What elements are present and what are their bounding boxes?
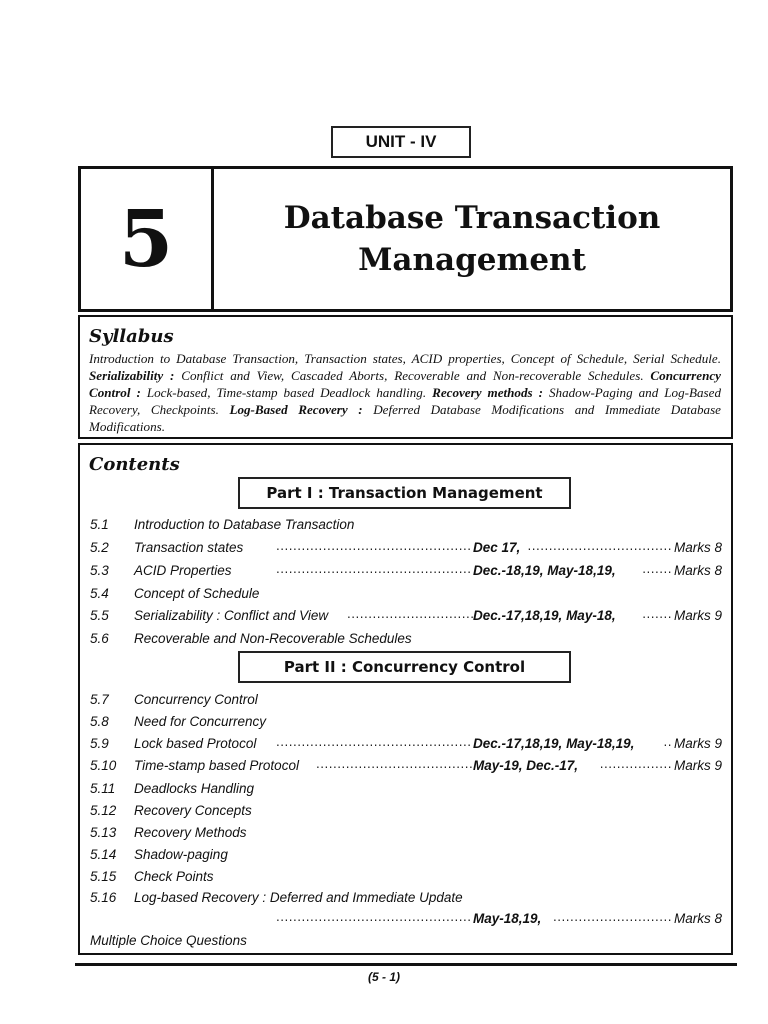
item-leader-dots-2: .. — [663, 734, 672, 749]
item-number: 5.15 — [90, 869, 117, 884]
item-leader-dots-2: .................................. — [527, 538, 672, 553]
item-title: Check Points — [134, 869, 214, 884]
footer-rule — [75, 963, 737, 966]
contents-item — [90, 586, 722, 606]
item-title: Concurrency Control — [134, 692, 258, 707]
syllabus-box — [78, 315, 733, 439]
syllabus-text-part: Introduction to Database Transaction, Transaction states, ACID properties, Concept of Schedule, Serial Schedule. — [89, 351, 721, 366]
chapter-title-line2: Management — [358, 242, 586, 278]
contents-item — [90, 890, 722, 910]
item-number: 5.2 — [90, 540, 109, 555]
syllabus-text-part: Conflict and View, Cascaded Aborts, Recoverable and Non-recoverable Schedules. — [174, 368, 651, 383]
syllabus-keyword: Log-Based Recovery : — [229, 402, 363, 417]
contents-item — [90, 736, 722, 756]
item-number: 5.9 — [90, 736, 109, 751]
syllabus-text-part: Lock-based, Time-stamp based Deadlock handling. — [140, 385, 433, 400]
contents-item — [90, 517, 722, 537]
contents-item — [90, 847, 722, 867]
page-number: (5 - 1) — [367, 970, 400, 984]
syllabus-heading: Syllabus — [89, 326, 174, 347]
item-marks: Marks 8 — [673, 563, 722, 578]
syllabus-text-part: Shadow-Paging and Log-Based Recovery, Checkpoints. — [89, 385, 721, 417]
chapter-title — [214, 169, 730, 309]
syllabus-keyword: Concurrency Control : — [89, 368, 721, 400]
contents-item — [90, 608, 722, 628]
item-number: 5.11 — [90, 781, 116, 796]
contents-item — [90, 758, 722, 778]
item-number: 5.16 — [90, 890, 117, 905]
item-number: 5.14 — [90, 847, 117, 862]
item-title: ACID Properties — [134, 563, 232, 578]
item-marks: Marks 8 — [673, 540, 722, 555]
item-leader-dots: .............................................. — [276, 561, 472, 576]
item-title: Recovery Concepts — [134, 803, 252, 818]
item-number: 5.8 — [90, 714, 109, 729]
item-number: 5.6 — [90, 631, 109, 646]
mcq-label: Multiple Choice Questions — [90, 933, 247, 948]
item-leader-dots-2: ....... — [642, 561, 672, 576]
item-title: Recovery Methods — [134, 825, 247, 840]
item-title: Concept of Schedule — [134, 586, 260, 601]
contents-item — [90, 540, 722, 560]
item-number: 5.10 — [90, 758, 117, 773]
syllabus-keyword: Serializability : — [89, 368, 175, 383]
item-exam-dates: Dec.-17,18,19, May-18, — [473, 608, 616, 623]
contents-item — [90, 692, 722, 712]
item-number: 5.1 — [90, 517, 109, 532]
contents-item — [90, 803, 722, 823]
part-2-heading: Part II : Concurrency Control — [238, 651, 571, 683]
contents-item — [90, 825, 722, 845]
item-leader-dots-2: ............................ — [552, 909, 672, 924]
chapter-title-line1: Database Transaction — [283, 200, 661, 236]
item-exam-dates: May-19, Dec.-17, — [473, 758, 579, 773]
item-number: 5.13 — [90, 825, 117, 840]
contents-item — [90, 869, 722, 889]
item-exam-dates: Dec.-17,18,19, May-18,19, — [473, 736, 635, 751]
item-title: Shadow-paging — [134, 847, 228, 862]
item-title: Introduction to Database Transaction — [134, 517, 355, 532]
item-marks: Marks 8 — [673, 911, 722, 926]
item-title: Time-stamp based Protocol — [134, 758, 299, 773]
item-title: Log-based Recovery : Deferred and Immediate Update — [134, 890, 463, 905]
contents-box — [78, 443, 733, 955]
item-leader-dots: .............................................. — [276, 909, 472, 924]
item-number: 5.5 — [90, 608, 109, 623]
item-leader-dots: .............................. — [347, 606, 475, 621]
item-exam-dates: Dec 17, — [473, 540, 521, 555]
item-leader-dots-2: ................. — [599, 756, 672, 771]
contents-heading: Contents — [89, 454, 180, 475]
item-number: 5.12 — [90, 803, 117, 818]
item-exam-dates: May-18,19, — [473, 911, 542, 926]
item-title: Need for Concurrency — [134, 714, 267, 729]
item-number: 5.4 — [90, 586, 109, 601]
contents-item — [90, 714, 722, 734]
contents-item — [90, 563, 722, 583]
contents-item — [90, 911, 722, 931]
item-title: Recoverable and Non-Recoverable Schedules — [134, 631, 412, 646]
contents-item — [90, 781, 722, 801]
item-leader-dots-2: ....... — [642, 606, 672, 621]
item-title: Transaction states — [134, 540, 244, 555]
item-title: Deadlocks Handling — [134, 781, 255, 796]
chapter-number: 5 — [81, 169, 214, 309]
item-marks: Marks 9 — [673, 736, 722, 751]
syllabus-keyword: Recovery methods : — [432, 385, 543, 400]
item-exam-dates: Dec.-18,19, May-18,19, — [473, 563, 616, 578]
syllabus-text-part: Deferred Database Modifications and Immediate Database Modifications. — [89, 402, 721, 434]
chapter-header — [78, 166, 733, 312]
item-number: 5.3 — [90, 563, 109, 578]
item-leader-dots: ..................................... — [316, 756, 474, 771]
item-marks: Marks 9 — [673, 608, 722, 623]
part-1-heading: Part I : Transaction Management — [238, 477, 571, 509]
item-number: 5.7 — [90, 692, 109, 707]
syllabus-text — [89, 350, 721, 435]
contents-item — [90, 631, 722, 651]
item-title: Serializability : Conflict and View — [134, 608, 329, 623]
item-title: Lock based Protocol — [134, 736, 257, 751]
item-leader-dots: .............................................. — [276, 538, 472, 553]
item-marks: Marks 9 — [673, 758, 722, 773]
unit-label: UNIT - IV — [331, 126, 471, 158]
item-leader-dots: .............................................. — [276, 734, 472, 749]
